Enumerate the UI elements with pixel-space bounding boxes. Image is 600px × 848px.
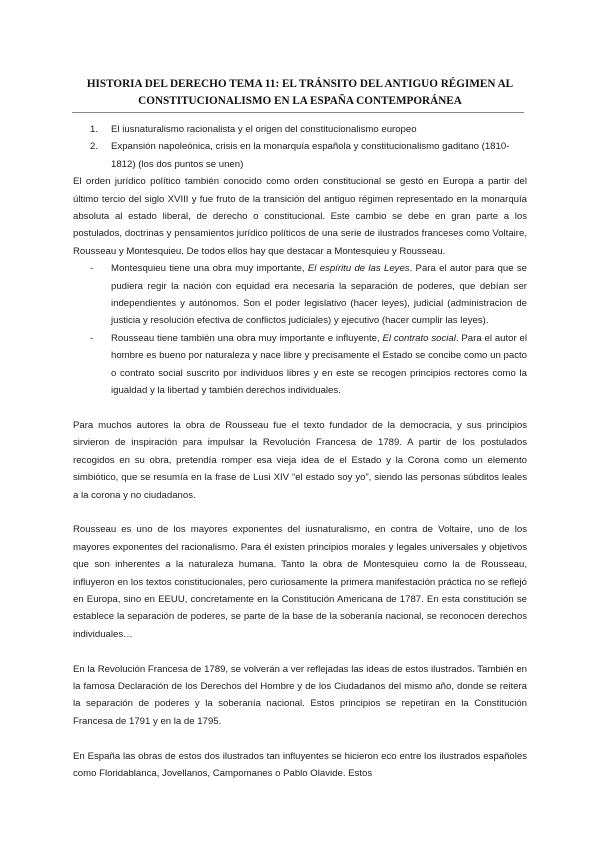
outline-item bbox=[73, 138, 527, 173]
author-text-before: Montesquieu tiene una obra muy importante, bbox=[111, 263, 308, 275]
outline-number: 2. bbox=[90, 141, 99, 153]
dash-bullet: - bbox=[90, 332, 94, 344]
author-item-montesquieu bbox=[73, 260, 527, 330]
topic-outline bbox=[73, 121, 527, 173]
body-paragraph: Rousseau es uno de los mayores exponentes del iusnaturalismo, en contra de Voltaire, uno de los mayores exponentes del racionalismo. Para él existen principios morales y legales universales y objetivos que son inherentes a la naturaleza humana. Tanto la obra de Montesquieu como la de Rousseau, influyeron en los textos constitucionales, pero curiosamente la primera manifestación práctica no se reflejó en Europa, sino en EEUU, concretamente en la Constitución Americana de 1787. En esta constitución se establece la separación de poderes, se parte de la base de la soberanía nacional, se reconocen derechos individuales… bbox=[73, 524, 527, 640]
authors-list bbox=[73, 260, 527, 399]
dash-bullet: - bbox=[90, 263, 94, 275]
work-title: El espíritu de las Leyes bbox=[307, 263, 410, 275]
document-title bbox=[60, 76, 540, 110]
outline-text: Expansión napoleónica, crisis en la monarquía española y constitucionalismo gaditano (1810-1812) (los dos puntos se unen) bbox=[111, 141, 510, 170]
body-paragraph: En España las obras de estos dos ilustrados tan influyentes se hicieron eco entre los ilustrados españoles como Floridablanca, Jovellanos, Campomanes o Pablo Olavide. Estos bbox=[73, 750, 527, 779]
outline-number: 1. bbox=[90, 124, 99, 135]
author-text-before: Rousseau tiene también una obra muy importante e influyente, bbox=[111, 332, 383, 344]
outline-item bbox=[73, 121, 527, 138]
title-divider bbox=[72, 112, 524, 113]
work-title: El contrato social bbox=[382, 332, 456, 344]
outline-text: El iusnaturalismo racionalista y el origen del constitucionalismo europeo bbox=[111, 124, 417, 135]
author-text-after: . Para el autor el hombre es bueno por naturaleza y nace libre y precisamente el Estado se concibe como un pacto o contrato social suscrito por individuos libres y en este se recogen principios rectores como la igualdad y la libertad y también derechos individuales. bbox=[111, 332, 527, 397]
body-paragraph: Para muchos autores la obra de Rousseau fue el texto fundador de la democracia, y sus principios sirvieron de inspiración para impulsar la Revolución Francesa de 1789. A partir de los postulados recogidos en su obra, pretendía romper esa vieja idea de el Estado y la Corona como un elemento simbiótico, que se resumía en la frase de Lusi XIV “el estado soy yo”, siendo las personas súbditos leales a la corona y no ciudadanos. bbox=[73, 419, 527, 501]
author-item-rousseau bbox=[73, 330, 527, 400]
document-body bbox=[73, 121, 527, 782]
title-line-1: HISTORIA DEL DERECHO TEMA 11: EL TRÁNSITO DEL ANTIGUO RÉGIMEN AL bbox=[86, 78, 514, 90]
title-line-2: CONSTITUCIONALISMO EN LA ESPAÑA CONTEMPORÁNEA bbox=[138, 95, 462, 107]
body-paragraph: En la Revolución Francesa de 1789, se volverán a ver reflejadas las ideas de estos ilustrados. También en la famosa Declaración de los Derechos del Hombre y de los Ciudadanos del mismo año, donde se reitera la separación de poderes y la soberanía nacional. Estos principios se repetiran en la Constitución Francesa de 1791 y en la de 1795. bbox=[73, 663, 527, 727]
author-text-after: . Para el autor para que se pudiera regir la nación con equidad era necesaria la separación de poderes, que debían ser independientes y autónomos. Son el poder legislativo (hacer leyes), judicial (administracion de justicia y resolución efectiva de conflictos judiciales) y ejecutivo (hacer cumplir las leyes). bbox=[111, 263, 527, 327]
intro-paragraph: El orden jurídico político también conocido como orden constitucional se gestó en Europa a partir del último tercio del siglo XVIII y fue fruto de la transición del antiguo régimen representado en la monarquía absoluta al estado liberal, de derecho o constitucional. Este cambio se debe en gran parte a los postulados, doctrinas y pensamientos jurídico políticos de una serie de ilustrados franceses como Voltaire, Rousseau y Montesquieu. De todos ellos hay que destacar a Montesquieu y Rousseau. bbox=[73, 176, 527, 257]
